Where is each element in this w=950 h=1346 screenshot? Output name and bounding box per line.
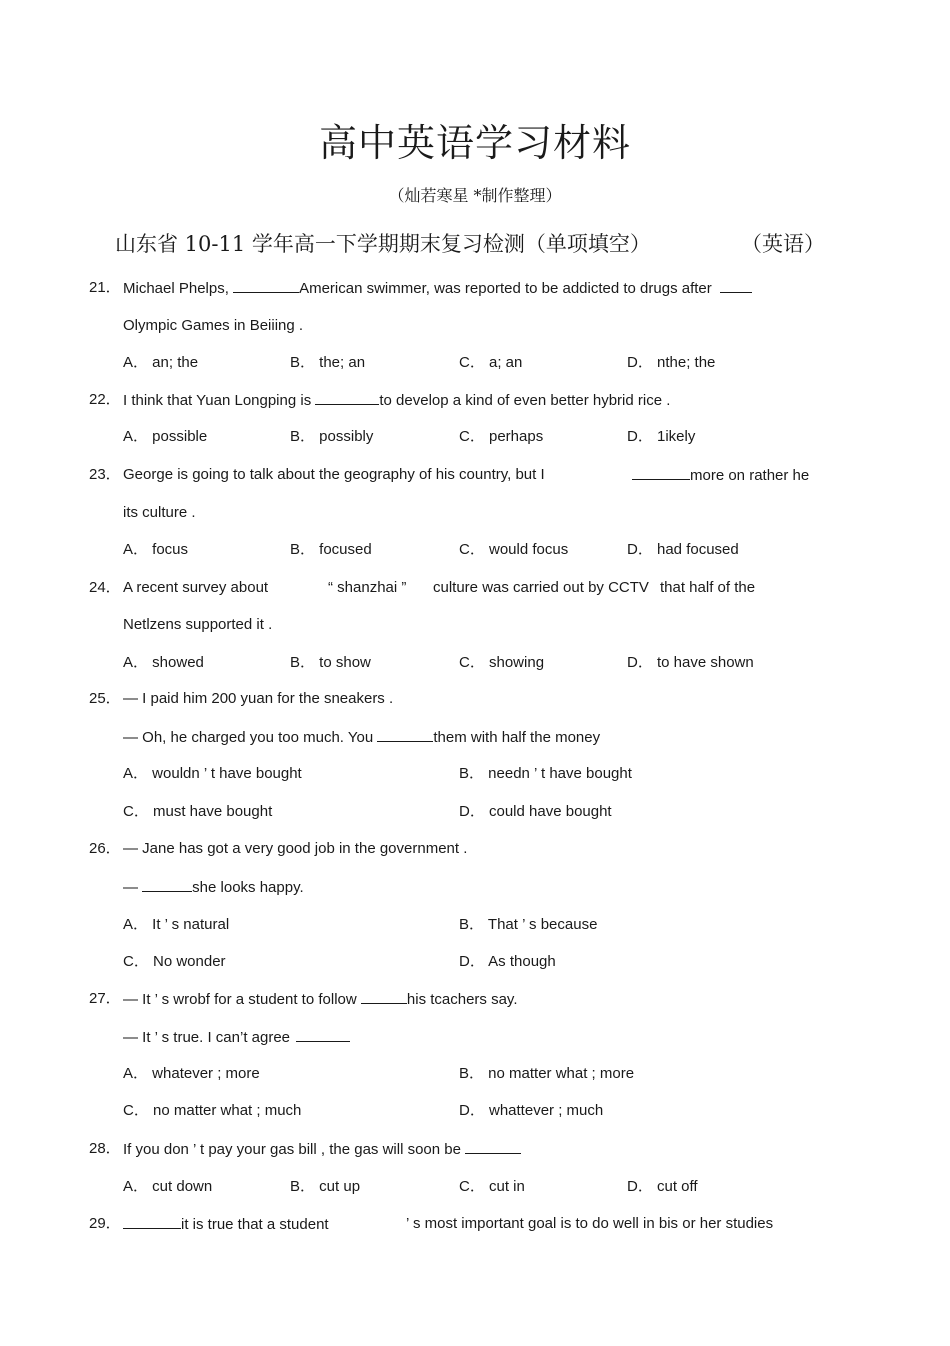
question-number: 28．: [89, 1140, 121, 1157]
question-stem-tail: more on rather he: [632, 465, 809, 486]
answer-blank: [233, 278, 299, 293]
option-c[interactable]: C． must have bought: [123, 803, 273, 820]
section-heading: [115, 228, 825, 258]
answer-blank: [296, 1027, 350, 1042]
option-a[interactable]: A． whatever ; more: [123, 1065, 260, 1082]
option-d[interactable]: D． cut off: [627, 1178, 698, 1195]
option-d[interactable]: D． could have bought: [459, 803, 612, 820]
question-stem: it is true that a student: [123, 1214, 329, 1235]
question-stem-tail: that half of the: [660, 579, 756, 596]
question-stem-continued: Olympic Games in Beiiing .: [123, 317, 304, 334]
dialogue-line-2: — It ’ s true. I can’t agree: [123, 1027, 350, 1048]
question-number: 24．: [89, 579, 121, 596]
option-d[interactable]: D． whattever ; much: [459, 1102, 604, 1119]
page-subtitle: （灿若寒星 *制作整理）: [388, 186, 562, 205]
answer-blank: [142, 877, 192, 892]
option-a[interactable]: A． showed: [123, 654, 204, 671]
option-c[interactable]: C． a; an: [459, 354, 523, 371]
answer-blank: [377, 727, 433, 742]
quoted-term: “ shanzhai ”: [328, 579, 407, 596]
question-number: 23．: [89, 466, 121, 483]
option-b[interactable]: B． possibly: [290, 428, 374, 445]
option-d[interactable]: D． As though: [459, 953, 556, 970]
option-c[interactable]: C． No wonder: [123, 953, 226, 970]
option-c[interactable]: C． showing: [459, 654, 545, 671]
question-stem: A recent survey about: [123, 579, 269, 596]
option-b[interactable]: B． to show: [290, 654, 371, 671]
option-a[interactable]: A． focus: [123, 541, 189, 558]
page-title: 高中英语学习材料: [318, 121, 631, 165]
answer-blank: [123, 1214, 181, 1229]
option-b[interactable]: B． focused: [290, 541, 372, 558]
question-number: 21．: [89, 279, 121, 296]
section-heading-left: 山东省 10-11 学年高一下学期期末复习检测（单项填空）: [115, 232, 651, 256]
question-stem: I think that Yuan Longping is to develop a kind of even better hybrid rice .: [123, 392, 671, 409]
question-stem: George is going to talk about the geography of his country, but I: [123, 466, 545, 483]
option-a[interactable]: A． an; the: [123, 354, 199, 371]
option-d[interactable]: D． nthe; the: [627, 354, 716, 371]
question-stem: If you don ’ t pay your gas bill , the gas will soon be: [123, 1139, 521, 1160]
question-number: 29．: [89, 1215, 121, 1232]
question-number: 25．: [89, 690, 121, 707]
option-a[interactable]: A． possible: [123, 428, 208, 445]
dialogue-line-1: — Jane has got a very good job in the government .: [123, 840, 468, 857]
answer-blank: [361, 989, 407, 1004]
question-stem-continued: Netlzens supported it .: [123, 616, 273, 633]
option-b[interactable]: B． cut up: [290, 1178, 361, 1195]
question-stem-tail: ’ s most important goal is to do well in bis or her studies: [406, 1215, 774, 1232]
question-stem-continued: its culture .: [123, 504, 196, 521]
question-stem-middle: culture was carried out by CCTV: [433, 579, 649, 596]
option-a[interactable]: A． It ’ s natural: [123, 916, 230, 933]
dialogue-line-1: — I paid him 200 yuan for the sneakers .: [123, 690, 394, 707]
option-c[interactable]: C． would focus: [459, 541, 569, 558]
option-d[interactable]: D． to have shown: [627, 654, 754, 671]
option-d[interactable]: D． had focused: [627, 541, 739, 558]
question-number: 22．: [89, 391, 121, 408]
question-number: 27．: [89, 990, 121, 1007]
option-b[interactable]: B． needn ’ t have bought: [459, 765, 632, 782]
section-heading-right: （英语）: [741, 232, 825, 256]
option-a[interactable]: A． wouldn ’ t have bought: [123, 765, 302, 782]
dialogue-line-2: — she looks happy.: [123, 879, 304, 896]
option-b[interactable]: B． the; an: [290, 354, 366, 371]
dialogue-line-2: — Oh, he charged you too much. You them with half the money: [123, 729, 601, 746]
option-b[interactable]: B． That ’ s because: [459, 916, 598, 933]
option-c[interactable]: C． no matter what ; much: [123, 1102, 302, 1119]
dialogue-line-1: — It ’ s wrobf for a student to follow his tcachers say.: [123, 991, 518, 1008]
option-c[interactable]: C． perhaps: [459, 428, 544, 445]
option-b[interactable]: B． no matter what ; more: [459, 1065, 635, 1082]
answer-blank: [315, 390, 379, 405]
option-d[interactable]: D． 1ikely: [627, 428, 696, 445]
question-number: 26．: [89, 840, 121, 857]
option-c[interactable]: C． cut in: [459, 1178, 525, 1195]
answer-blank: [465, 1139, 521, 1154]
answer-blank: [720, 278, 752, 293]
answer-blank: [632, 465, 690, 480]
option-a[interactable]: A． cut down: [123, 1178, 213, 1195]
question-stem: Michael Phelps, American swimmer, was reported to be addicted to drugs after: [123, 278, 752, 299]
